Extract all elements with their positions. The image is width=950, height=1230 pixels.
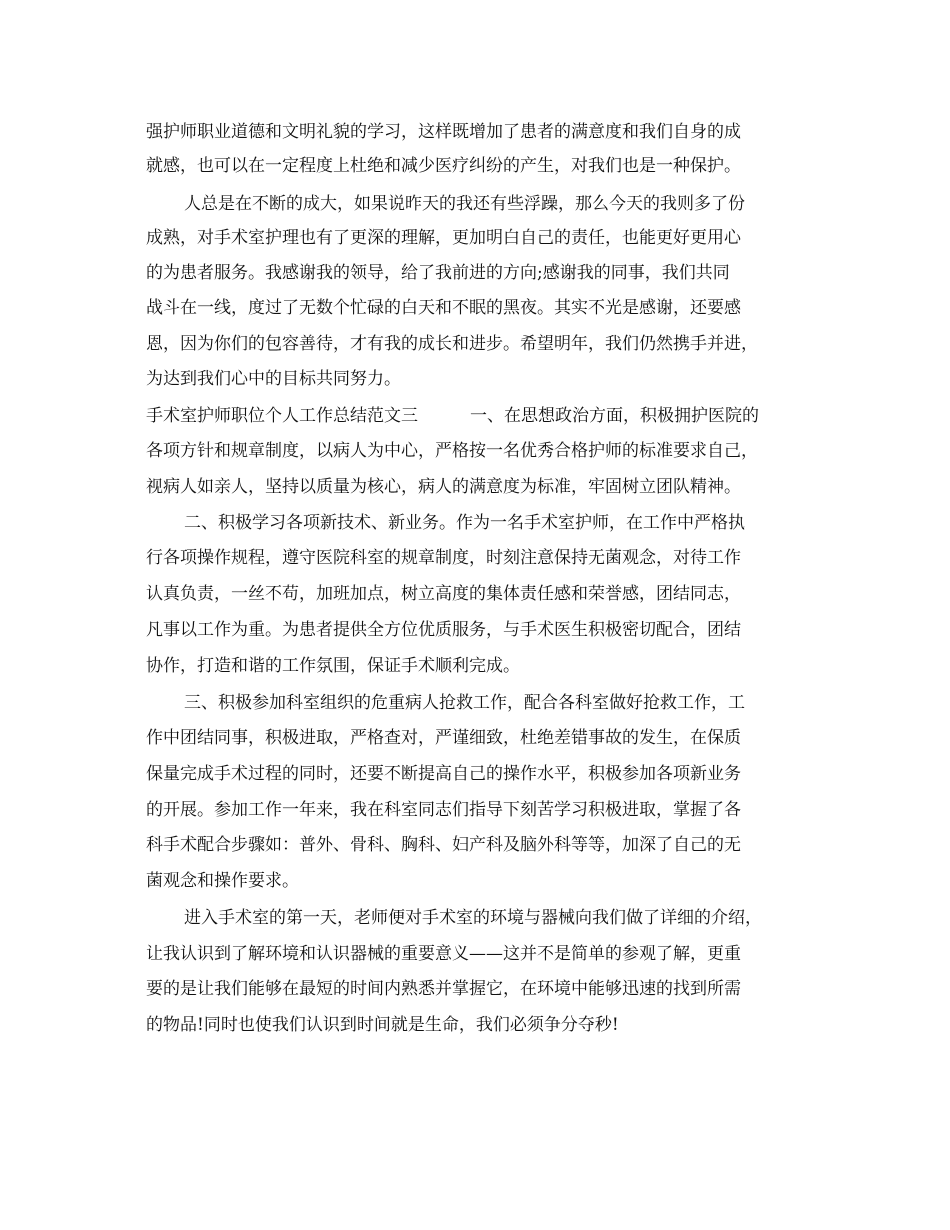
text-line: 让我认识到了解环境和认识器械的重要意义——这并不是简单的参观了解，更重 — [146, 944, 741, 964]
text-line: 行各项操作规程，遵守医院科室的规章制度，时刻注意保持无菌观念，对待工作 — [146, 548, 741, 568]
text-line: 的开展。参加工作一年来，我在科室同志们指导下刻苦学习积极进取，掌握了各 — [146, 800, 741, 820]
text-line: 成熟，对手术室护理也有了更深的理解，更加明白自己的责任，也能更好更用心 — [146, 228, 741, 248]
text-line: 二、积极学习各项新技术、新业务。作为一名手术室护师，在工作中严格执 — [184, 513, 745, 533]
text-line: 菌观念和操作要求。 — [146, 871, 299, 891]
text-line: 的为患者服务。我感谢我的领导，给了我前进的方向;感谢我的同事，我们共同 — [146, 263, 730, 283]
text-line: 恩，因为你们的包容善待，才有我的成长和进步。希望明年，我们仍然携手并进， — [146, 334, 758, 354]
text-line: 进入手术室的第一天，老师便对手术室的环境与器械向我们做了详细的介绍， — [184, 908, 762, 928]
text-line: 视病人如亲人，坚持以质量为核心，病人的满意度为标准，牢固树立团队精神。 — [146, 477, 741, 497]
text-line: 凡事以工作为重。为患者提供全方位优质服务，与手术医生积极密切配合，团结 — [146, 620, 741, 640]
text-line: 各项方针和规章制度，以病人为中心，严格按一名优秀合格护师的标准要求自己， — [146, 441, 758, 461]
text-line: 强护师职业道德和文明礼貌的学习，这样既增加了患者的满意度和我们自身的成 — [146, 122, 741, 142]
text-line: 的物品!同时也使我们认识到时间就是生命，我们必须争分夺秒! — [146, 1015, 619, 1035]
text-line: 人总是在不断的成大，如果说昨天的我还有些浮躁，那么今天的我则多了份 — [184, 194, 745, 214]
text-line: 要的是让我们能够在最短的时间内熟悉并掌握它，在环境中能够迅速的找到所需 — [146, 979, 741, 999]
text-line: 保量完成手术过程的同时，还要不断提高自己的操作水平，积极参加各项新业务 — [146, 764, 741, 784]
text-line: 科手术配合步骤如：普外、骨科、胸科、妇产科及脑外科等等，加深了自己的无 — [146, 835, 741, 855]
text-line: 为达到我们心中的目标共同努力。 — [146, 369, 401, 389]
text-line: 一、在思想政治方面，积极拥护医院的 — [470, 406, 759, 426]
text-line: 三、积极参加科室组织的危重病人抢救工作，配合各科室做好抢救工作，工 — [184, 693, 745, 713]
section-heading-line — [146, 405, 806, 427]
text-line: 战斗在一线，度过了无数个忙碌的白天和不眠的黑夜。其实不光是感谢，还要感 — [146, 298, 741, 318]
text-line: 作中团结同事，积极进取，严格查对，严谨细致，杜绝差错事故的发生，在保质 — [146, 728, 741, 748]
text-line: 就感，也可以在一定程度上杜绝和减少医疗纠纷的产生，对我们也是一种保护。 — [146, 156, 741, 176]
text-line: 认真负责，一丝不苟，加班加点，树立高度的集体责任感和荣誉感，团结同志， — [146, 584, 741, 604]
section-heading: 手术室护师职位个人工作总结范文三 — [146, 406, 418, 426]
text-line: 协作，打造和谐的工作氛围，保证手术顺利完成。 — [146, 656, 520, 676]
